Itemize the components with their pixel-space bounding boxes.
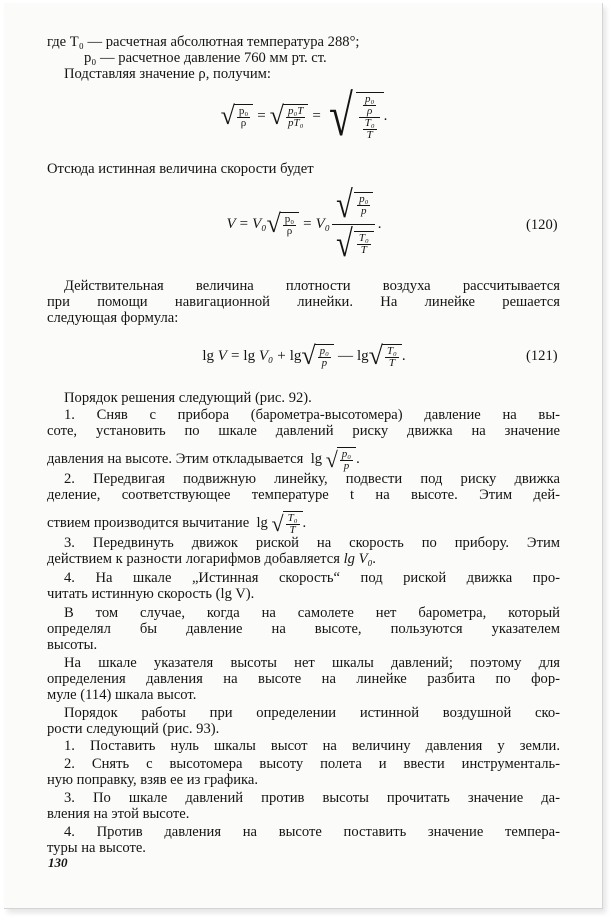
text-line: при помощи навигационной линейки. На линейке решается [47, 294, 560, 310]
text-line: Отсюда истинная величина скорости будет [47, 161, 314, 177]
text-line: туры на высоте. [47, 840, 146, 856]
equation-number: (121) [526, 348, 558, 364]
text-line: Порядок работы при определении истинной воздушной ско- [64, 705, 560, 721]
text-line: 4. Против давления на высоте поставить значение темпера- [64, 824, 560, 840]
text-line-with-formula: ствием производится вычитание lg √ $\frac{\text{T₀}}{T}$ . [47, 510, 307, 536]
book-page [4, 3, 603, 909]
text-line: Действительная величина плотности воздуха рассчитывается [64, 278, 560, 294]
equation-number: (120) [526, 217, 558, 233]
page-number: 130 [48, 855, 68, 870]
text-line: определял бы давление на высоте, пользуются указателем [47, 621, 560, 637]
text-line: вления на этой высоте. [47, 806, 190, 822]
text-line: соте, установить по шкале давлений риску движка на значение [47, 423, 560, 439]
text-line: муле (114) шкала высот. [47, 687, 197, 703]
text-line-with-formula: давления на высоте. Этим откладывается lg √ $\frac{\text{p₀}}{p}$ . [47, 446, 360, 472]
text-line: деление, соответствующее температуре t на высоте. Этим дей- [47, 487, 560, 503]
text-line: 2. Снять с высотомера высоту полета и ввести инструменталь- [64, 756, 560, 772]
text-line: где T₀ — расчетная абсолютная температура 288°; [47, 34, 360, 50]
text-line: 2. Передвигая подвижную линейку, подвести под риску движка [64, 471, 560, 487]
equation-density-ratio: √ $\frac{\text{p₀}}{\rho}$ = √ $\frac{\text{p₀T}}{\text{pT₀}}$ = √ $\frac{\frac{\text{p₀}}{\rho}}{\frac{\text{T₀}}{T}}$ . [220, 83, 388, 148]
text-line: 1. Поставить нуль шкалы высот на величину давления у земли. [64, 738, 560, 754]
equation-121: lg V = lg V₀ + lg √ $\frac{\text{p₀}}{p}$ — lg √ $\frac{\text{T₀}}{T}$ . [202, 341, 406, 370]
text-line: На шкале указателя высоты нет шкалы давлений; поэтому для [64, 655, 560, 671]
text-line: 4. На шкале „Истинная скорость“ под риской движка про- [64, 570, 560, 586]
text-line: читать истинную скорость (lg V). [47, 586, 255, 602]
equation-120: V = V₀ √ $\frac{\text{p₀}}{\rho}$ = V₀ √ $\frac{\text{p₀}}{p}$ √ $\frac{\text{T₀}}{T}$ . [226, 183, 382, 265]
text-line: В том случае, когда на самолете нет барометра, который [64, 605, 560, 621]
text-line: Порядок решения следующий (рис. 92). [64, 390, 312, 406]
text-line: ную поправку, взяв ее из графика. [47, 772, 259, 788]
text-line: 3. Передвинуть движок риской на скорость по прибору. Этим [64, 535, 560, 551]
text-line: 1. Сняв с прибора (барометра-высотомера) давление на вы- [64, 407, 560, 423]
text-line: рости следующий (рис. 93). [47, 721, 220, 737]
text-line: высоты. [47, 637, 98, 653]
text-line: 3. По шкале давлений против высоты прочитать значение да- [64, 790, 560, 806]
text-line: p₀ — расчетное давление 760 мм рт. ст. [84, 50, 327, 66]
text-line: Подставляя значение ρ, получим: [64, 66, 271, 82]
text-line-with-formula: действием к разности логарифмов добавляется lg V₀. [47, 551, 377, 567]
text-line: следующая формула: [47, 310, 179, 326]
text-line: определения давления на высоте на линейке разбита по фор- [47, 671, 560, 687]
